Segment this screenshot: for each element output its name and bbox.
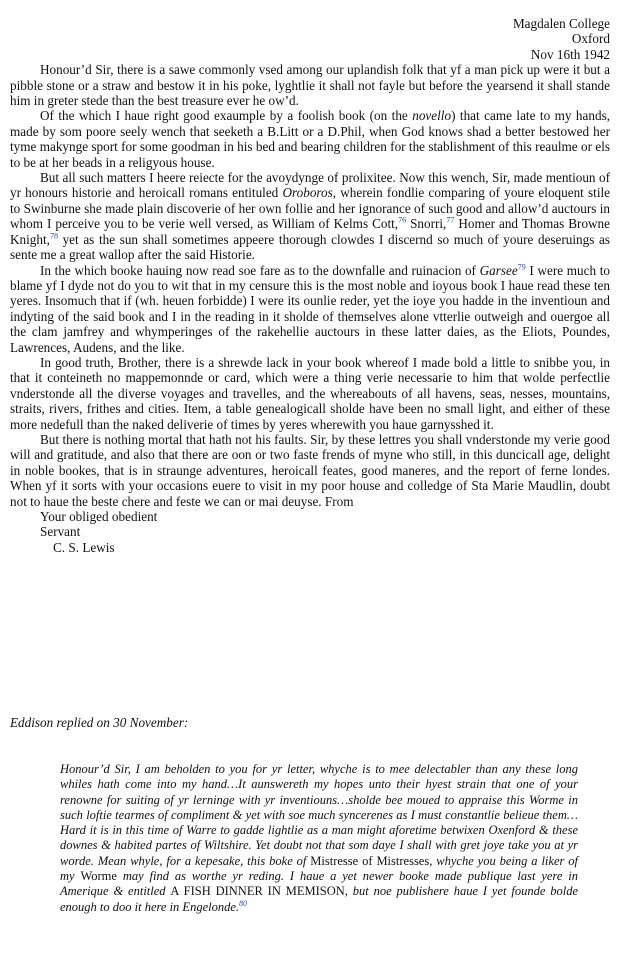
book-title: Mistresse of Mistresses, — [310, 853, 433, 868]
letter — [10, 16, 610, 555]
paragraph-6: But there is nothing mortal that hath not his faults. Sir, by these lettres you shall vnderstonde my verie good will and gratitude, and also that there are oon or two faste frends of myne who still, in this duncicall age, delight in noble bookes, that is in straunge adventures, heroicall feates, good maneres, and the report of ferne londes. When yf it sorts with your occasions euere to visit in my poor house and colledge of Sta Marie Maudlin, doubt not to haue the beste chere and feste we can or mai deuyse. From — [10, 431, 610, 509]
closing-line: Servant — [40, 524, 81, 540]
letter-address — [10, 16, 610, 62]
text-run: Of the which I haue right good exaumple by a foolish book (on the — [40, 108, 413, 124]
text-run: But all such matters I heere reiecte for the avoydynge of prolixitee. Now this wench, Sir, made mentioun of yr honours historie and heroicall romans entituled — [10, 170, 610, 201]
text-run: Snorri, — [406, 216, 447, 232]
closing-line: Your obliged obedient — [40, 509, 158, 524]
text-run: , wherein fondlie comparing of youre eloquent stile to Swinburne she made plain discoverie of her own follie and her ignorance of such good and allow’d auctours in whom I perceive you to be verie well versed, as William of Kelms Cott, — [10, 185, 611, 232]
book-title: Worme — [80, 869, 117, 884]
reply-quote — [60, 762, 578, 915]
footnote-link-80[interactable]: 80 — [239, 898, 248, 908]
footnote-link-79[interactable]: 79 — [517, 262, 526, 272]
text-run: I were much to blame yf I dyde not do you to wit that in my censure this is the most noble and ioyous book I haue read these ten yeres. Insomuch that if (wh. heuen forbidde) I were its ounlie reder, yet the ioye you hadde in the inventioun and indyting of the said book and I in the reading in it sholde of themselves alone vtterlie outweigh and ouergoe all the clam jamfrey and whymperinges of the rakehellie auctours in these latter daies, as the Eliots, Poundes, Lawrences, Audens, and the like. — [10, 262, 611, 355]
book-title: A FISH DINNER IN MEMISON, — [170, 884, 348, 899]
address-line: Oxford — [571, 31, 610, 47]
footnote-link-76[interactable]: 76 — [398, 215, 407, 225]
paragraph-4 — [10, 263, 610, 355]
italic-title: novello — [412, 108, 452, 124]
text-run: but noe publishere haue I yet founde bolde enough to doo it here in Engelonde. — [60, 884, 579, 914]
text-run: ) that came late to my hands, made by som poore seely wench that seeketh a B.Litt or a D.Phil, when God knows shad a better bestowed her tyme makynge sport for some goodman in his bed and bearing children for the stablishment of this reaulme or els to be at her beads in a religyous house. — [10, 108, 610, 170]
italic-title: Oroboros — [282, 185, 333, 201]
paragraph-1: Honour’d Sir, there is a sawe commonly vsed among our uplandish folk that yf a man pick up were it but a pibble stone or a straw and bestow it in his poke, lyghtlie it shall not fayle but before the yearsend it shall stande him in greter stede than the best treasure ever he ow’d. — [10, 62, 610, 109]
signature: C. S. Lewis — [53, 539, 115, 555]
paragraph-2 — [10, 108, 610, 170]
text-run: yet as the sun shall sometimes appeere thorough clowdes I discernd so much of youre deseruings as sente me a great wallop after the said Historie. — [10, 231, 610, 263]
footnote-link-77[interactable]: 77 — [446, 215, 455, 225]
paragraph-3 — [10, 170, 610, 262]
footnote-link-78[interactable]: 78 — [49, 231, 58, 241]
text-run: whyche you being a liker of my — [60, 853, 578, 884]
text-run: Homer and Thomas Browne Knight, — [10, 216, 611, 247]
text-run: Honour’d Sir, I am beholden to you for yr letter, whyche is to mee delectabler than any these long whiles hath come into my hand…It aunswereth my hopes unto their hyest strain that one of your renowne for suiting of yr lerninge with yr inventiouns…sholde bee moued to appraise this Worme in such loftie tearmes of compliment & yet with soe much syncerenes as I must constantlie belieue them…Hard it is in this time of Warre to gadde lightlie as a man might aforetime betwixen Oxenford & these downes & habited partes of Wiltshire. Yet doubt not that som daye I shall with gret joye take you at yr worde. Mean whyle, for a kepesake, this boke of — [60, 762, 578, 868]
address-line: Magdalen College — [512, 16, 610, 31]
text-run: may find as worthe yr reding. I haue a yet newer booke made publique last yere in Amerique & entitled — [60, 869, 578, 899]
italic-title: Garsee — [479, 262, 518, 278]
paragraph-5: In good truth, Brother, there is a shrewde lack in your book whereof I made bold a little to snibbe you, in that it conteineth no mappemonnde or card, which were a thing verie necessarie to him that wolde perfectlie vnderstonde all the diverse voyages and travelles, and the whereabouts of all havens, seas, nesses, mountains, straits, rivers, frithes and cities. Item, a table genealogicall sholde have been no small light, and either of these more nedefull than the naked deliverie of times by yeres wherewith you haue garnysshed it. — [10, 354, 610, 432]
reply-intro: Eddison replied on 30 November: — [10, 715, 189, 730]
text-run: In the which booke hauing now read soe fare as to the downfalle and ruinacion of — [40, 262, 480, 278]
address-date: Nov 16th 1942 — [530, 46, 610, 62]
